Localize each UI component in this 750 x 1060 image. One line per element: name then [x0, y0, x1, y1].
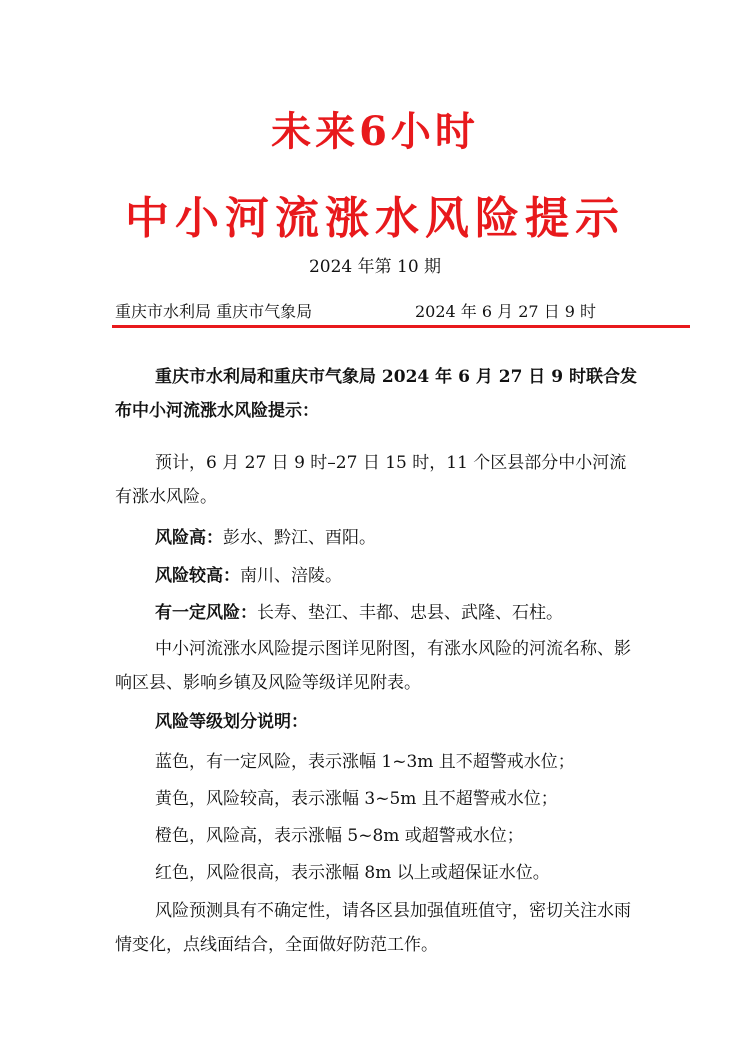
risk-higher-areas: 南川、涪陵。: [240, 566, 342, 586]
risk-high-line: [115, 521, 640, 555]
risk-higher-label: 风险较高：: [155, 566, 240, 586]
issue-date: 2024 年 6 月 27 日 9 时: [415, 302, 597, 321]
header-divider: [112, 325, 690, 328]
level-blue: 蓝色，有一定风险，表示涨幅 1~3m 且不超警戒水位；: [155, 752, 575, 772]
issuing-agencies: 重庆市水利局 重庆市气象局: [115, 302, 313, 321]
level-red: 红色，风险很高，表示涨幅 8m 以上或超保证水位。: [155, 863, 550, 883]
title-line-2: 中小河流涨水风险提示: [125, 193, 625, 244]
risk-some-areas: 长寿、垫江、丰都、忠县、武隆、石柱。: [257, 603, 563, 623]
risk-high-areas: 彭水、黔江、酉阳。: [223, 528, 376, 548]
risk-some-line: [115, 596, 640, 630]
levels-heading: 风险等级划分说明：: [155, 712, 308, 732]
level-yellow: 黄色，风险较高，表示涨幅 3~5m 且不超警戒水位；: [155, 789, 558, 809]
levels-heading-line: [115, 705, 640, 739]
closing-paragraph: 风险预测具有不确定性，请各区县加强值班值守，密切关注水雨情变化，点线面结合，全面做好防范工作。: [115, 901, 631, 955]
level-orange: 橙色，风险高，表示涨幅 5~8m 或超警戒水位；: [155, 826, 524, 846]
intro-text: 重庆市水利局和重庆市气象局 2024 年 6 月 27 日 9 时联合发布中小河流涨水风险提示：: [115, 367, 637, 421]
issue-number: 2024 年第 10 期: [308, 257, 442, 277]
forecast-paragraph: 预计，6 月 27 日 9 时–27 日 15 时，11 个区县部分中小河流有涨水风险。: [115, 453, 627, 507]
risk-higher-line: [115, 559, 640, 593]
risk-high-label: 风险高：: [155, 528, 223, 548]
risk-some-label: 有一定风险：: [155, 603, 257, 623]
attachment-note: 中小河流涨水风险提示图详见附图，有涨水风险的河流名称、影响区县、影响乡镇及风险等级详见附表。: [115, 639, 631, 693]
intro-paragraph: [115, 360, 640, 428]
title-line-1: 未来6小时: [271, 108, 479, 155]
